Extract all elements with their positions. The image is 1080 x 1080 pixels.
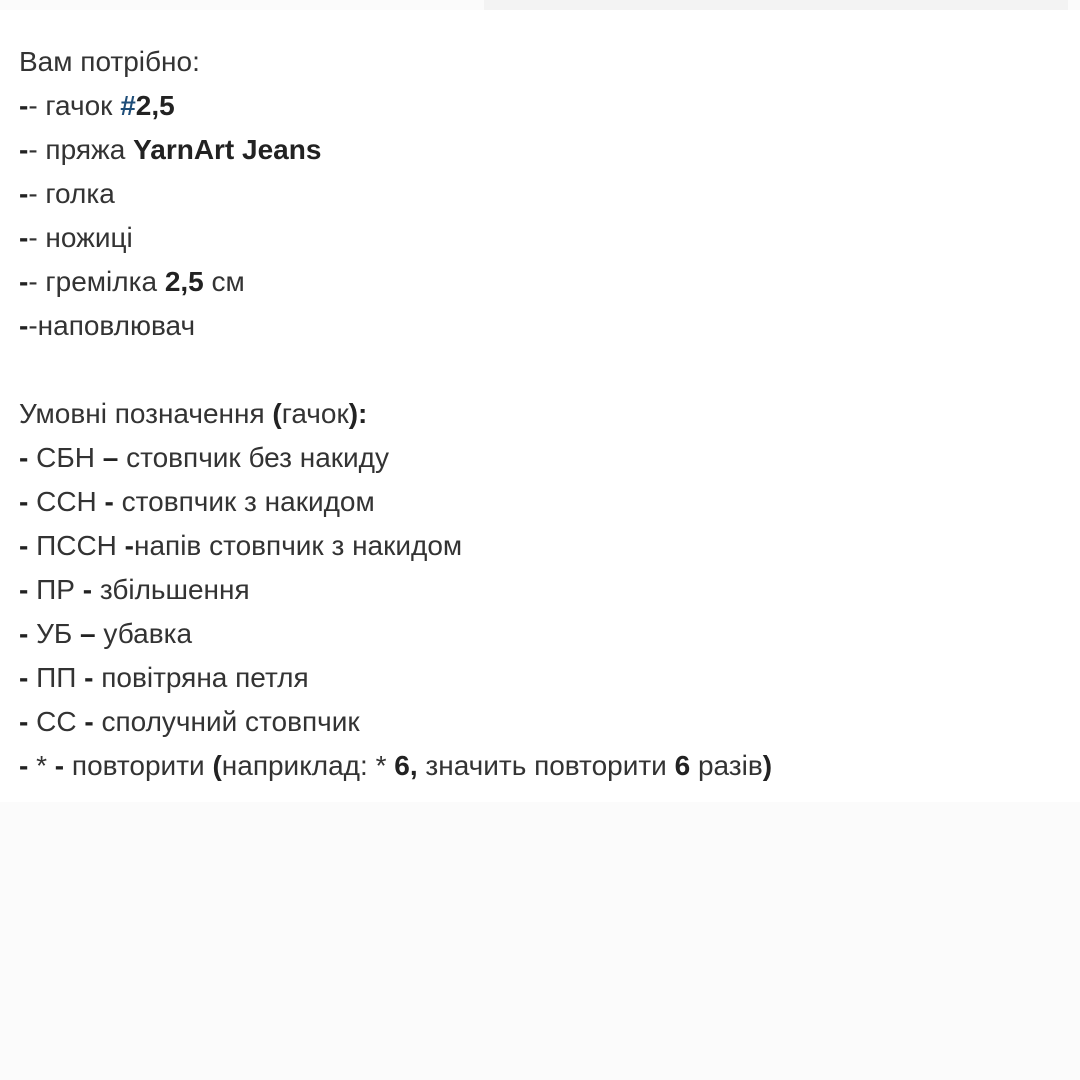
bullet-dash: - (19, 442, 37, 473)
legend-description: сполучний стовпчик (101, 706, 360, 737)
legend-separator: - (76, 706, 102, 737)
legend-title-paren-close: ): (348, 398, 368, 429)
repeat-example-star: * (375, 750, 395, 781)
instructions-text (19, 40, 772, 788)
material-rattle-prefix: - гремілка (28, 266, 165, 297)
legend-separator: - (116, 530, 135, 561)
material-yarn-prefix: - пряжа (28, 134, 134, 165)
legend-description: напів стовпчик з накидом (134, 530, 463, 561)
legend-separator: - (74, 574, 100, 605)
legend-code: УБ (36, 618, 73, 649)
empty-lower-area (0, 802, 1080, 1080)
material-filler (19, 304, 772, 348)
legend-item-ssn (19, 480, 772, 524)
legend-code: СС (36, 706, 77, 737)
repeat-example-count: 6, (394, 750, 418, 781)
repeat-times-word: разів (690, 750, 763, 781)
material-hook (19, 84, 772, 128)
repeat-paren-open: ( (212, 750, 222, 781)
legend-code: ССН (36, 486, 97, 517)
material-scissors-text: - ножиці (28, 222, 133, 253)
legend-separator: - (47, 750, 72, 781)
hook-size: 2,5 (135, 90, 175, 121)
legend-separator: - (96, 486, 122, 517)
material-scissors (19, 216, 772, 260)
legend-separator: – (94, 442, 127, 473)
legend-description: убавка (103, 618, 193, 649)
legend-title-paren: ( (272, 398, 282, 429)
material-yarn (19, 128, 772, 172)
rattle-size: 2,5 (164, 266, 204, 297)
legend-separator: – (72, 618, 104, 649)
material-hook-prefix: - гачок (28, 90, 121, 121)
legend-title-word: гачок (281, 398, 349, 429)
bullet-dash: - (19, 486, 37, 517)
text-document (0, 10, 1080, 802)
legend-item-repeat (19, 744, 772, 788)
legend-item-ss (19, 700, 772, 744)
materials-title: Вам потрібно: (19, 46, 200, 77)
legend-item-pr (19, 568, 772, 612)
bullet-dash: - (19, 530, 37, 561)
legend-description: стовпчик з накидом (121, 486, 375, 517)
repeat-star: * (36, 750, 48, 781)
legend-item-ub (19, 612, 772, 656)
legend-description: стовпчик без накиду (126, 442, 390, 473)
material-needle-text: - голка (28, 178, 115, 209)
bullet-dash: - (19, 618, 37, 649)
paragraph-spacer (19, 348, 772, 392)
repeat-example-label: наприклад: (221, 750, 376, 781)
bullet-dash: - (19, 90, 29, 121)
bullet-dash: - (19, 750, 37, 781)
legend-title-text: Умовні позначення (19, 398, 273, 429)
rattle-unit: см (203, 266, 245, 297)
material-filler-text: -наповлювач (28, 310, 196, 341)
legend-description: збільшення (99, 574, 250, 605)
legend-code: СБН (36, 442, 95, 473)
bullet-dash: - (19, 266, 29, 297)
legend-description: повітряна петля (101, 662, 309, 693)
bullet-dash: - (19, 706, 37, 737)
bullet-dash: - (19, 574, 37, 605)
repeat-paren-close: ) (762, 750, 773, 781)
legend-item-sbn (19, 436, 772, 480)
legend-item-pp (19, 656, 772, 700)
legend-code: ПП (36, 662, 77, 693)
bullet-dash: - (19, 662, 37, 693)
repeat-times-count: 6 (674, 750, 691, 781)
legend-code: ПР (36, 574, 75, 605)
legend-title (19, 392, 772, 436)
hook-hash: # (120, 90, 136, 121)
repeat-meaning: значить повторити (417, 750, 675, 781)
bullet-dash: - (19, 134, 29, 165)
yarn-brand: YarnArt Jeans (133, 134, 322, 165)
legend-code: ПССН (36, 530, 117, 561)
legend-item-pssn (19, 524, 772, 568)
bullet-dash: - (19, 178, 29, 209)
legend-separator: - (76, 662, 102, 693)
material-rattle (19, 260, 772, 304)
material-needle (19, 172, 772, 216)
bullet-dash: - (19, 222, 29, 253)
repeat-word: повторити (71, 750, 213, 781)
bullet-dash: - (19, 310, 29, 341)
